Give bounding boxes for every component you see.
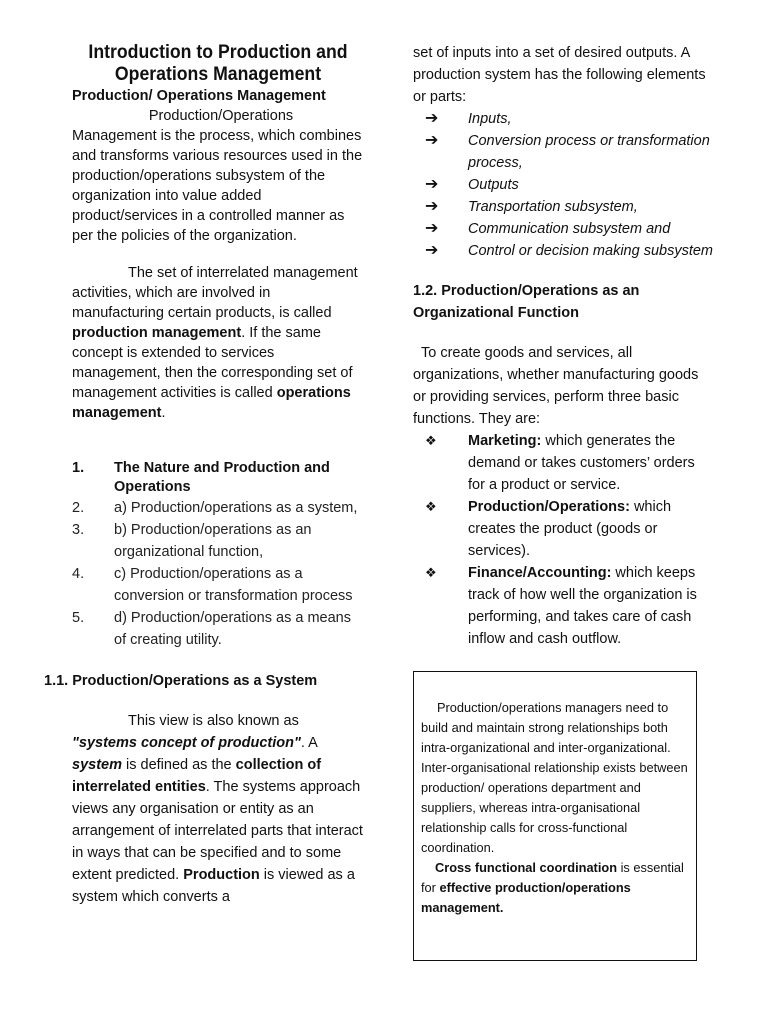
callout-bold-term-2: effective production/operations management.	[421, 880, 631, 915]
outline-item	[72, 459, 364, 497]
list-item	[413, 130, 713, 174]
list-item	[413, 562, 713, 650]
left-column	[44, 42, 364, 908]
outline-number: 3.	[72, 522, 85, 538]
outline-item	[72, 497, 364, 519]
paragraph-1-line-1: Production/Operations	[148, 108, 294, 124]
element-text: Communication subsystem and	[468, 221, 671, 237]
outline-item	[72, 607, 364, 651]
outline-number: 4.	[72, 566, 85, 582]
document-title	[82, 42, 354, 86]
outline-text: b) Production/operations as an organizational function,	[114, 522, 312, 560]
diamond-bullet-icon: ❖	[425, 499, 437, 514]
list-item	[413, 496, 713, 562]
outline-item	[72, 563, 364, 607]
outline-number: 5.	[72, 610, 85, 626]
element-text: Outputs	[468, 177, 519, 193]
p3-systems-concept: "systems concept of production"	[72, 735, 301, 751]
list-item	[413, 218, 713, 240]
title-line-2: Operations Management	[114, 64, 322, 85]
section-heading-1-2: 1.2. Production/Operations as an Organizational Function	[413, 283, 640, 321]
subheading: Production/ Operations Management	[72, 88, 326, 104]
arrow-icon: ➔	[425, 132, 439, 149]
callout-paragraph-1: Production/operations managers need to build and maintain strong relationships both intra-organizational and inter-organizational. Inter-organisational relationship exists between production/ operations department and suppliers, whereas intra-organisational relationship calls for cross-functional coordination.	[421, 700, 688, 855]
function-text: which creates the product (goods or services).	[468, 499, 672, 559]
p2-text-c: .	[161, 405, 166, 421]
list-item	[413, 240, 713, 262]
arrow-icon: ➔	[425, 176, 439, 193]
outline-number: 2.	[72, 500, 85, 516]
outline-item	[72, 519, 364, 563]
right-column	[413, 42, 713, 650]
paragraph-1: Management is the process, which combines and transforms various resources used in the production/operations subsystem of the organization into value added product/services in a controlled manner as per the policies of the organization.	[72, 128, 363, 244]
p3-production-term: Production	[183, 867, 260, 883]
p3-text-a: This view is also known as	[128, 713, 299, 729]
arrow-icon: ➔	[425, 198, 439, 215]
function-label: Finance/Accounting:	[468, 565, 612, 581]
callout-bold-term: Cross functional coordination	[435, 860, 618, 875]
arrow-icon: ➔	[425, 220, 439, 237]
outline-text: c) Production/operations as a conversion or transformation process	[114, 566, 353, 604]
p2-bold-production-management: production management	[72, 325, 242, 341]
outline-number: 1.	[72, 460, 85, 476]
outline-text: d) Production/operations as a means of creating utility.	[114, 610, 351, 648]
function-label: Marketing:	[468, 433, 542, 449]
element-text: Control or decision making subsystem	[468, 243, 713, 259]
element-text: Conversion process or transformation process,	[468, 133, 710, 171]
list-item	[413, 174, 713, 196]
paragraph-3	[72, 710, 364, 908]
element-text: Inputs,	[468, 111, 512, 127]
functions-list	[413, 430, 713, 650]
p3-system-term: system	[72, 757, 122, 773]
outline-list	[72, 459, 364, 651]
element-text: Transportation subsystem,	[468, 199, 638, 215]
outline-text: The Nature and Production and Operations	[114, 460, 330, 495]
arrow-icon: ➔	[425, 110, 439, 127]
title-line-1: Introduction to Production and	[88, 42, 348, 63]
diamond-bullet-icon: ❖	[425, 565, 437, 580]
section-heading-1-1: 1.1. Production/Operations as a System	[44, 673, 318, 689]
p2-text-a: The set of interrelated management activities, which are involved in manufacturing certain products, is called	[72, 265, 358, 321]
callout-paragraph-2	[421, 858, 696, 918]
function-text: which keeps track of how well the organization is performing, and takes care of cash inflow and cash outflow.	[468, 565, 697, 647]
p2-bold-operations-management: operations management	[72, 385, 351, 421]
list-item	[413, 430, 713, 496]
arrow-icon: ➔	[425, 242, 439, 259]
p3-text-d: . The systems approach views any organisation or entity as an arrangement of interrelated parts that interact in ways that can be specified and to some extent predicted.	[72, 779, 363, 883]
p3-collection-term: collection of interrelated entities	[72, 757, 322, 795]
function-text: which generates the demand or takes customers’ orders for a product or service.	[468, 433, 695, 493]
p3-text-c: is defined as the	[121, 757, 236, 773]
diamond-bullet-icon: ❖	[425, 433, 437, 448]
paragraph-2	[72, 263, 364, 423]
paragraph-functions: To create goods and services, all organizations, whether manufacturing goods or providing services, perform three basic functions. They are:	[413, 345, 699, 427]
p2-text-b: . If the same concept is extended to services management, then the corresponding set of management activities is called	[72, 325, 353, 401]
paragraph-continued: set of inputs into a set of desired outputs. A production system has the following elements or parts:	[413, 45, 706, 105]
list-item	[413, 196, 713, 218]
list-item	[413, 108, 713, 130]
callout-box	[413, 671, 697, 961]
p3-text-b: . A	[300, 735, 318, 751]
p3-text-e: is viewed as a system which converts a	[72, 867, 355, 905]
callout-text: is essential for	[421, 860, 684, 895]
system-elements-list	[413, 108, 713, 262]
function-label: Production/Operations:	[468, 499, 630, 515]
outline-text: a) Production/operations as a system,	[114, 500, 358, 516]
